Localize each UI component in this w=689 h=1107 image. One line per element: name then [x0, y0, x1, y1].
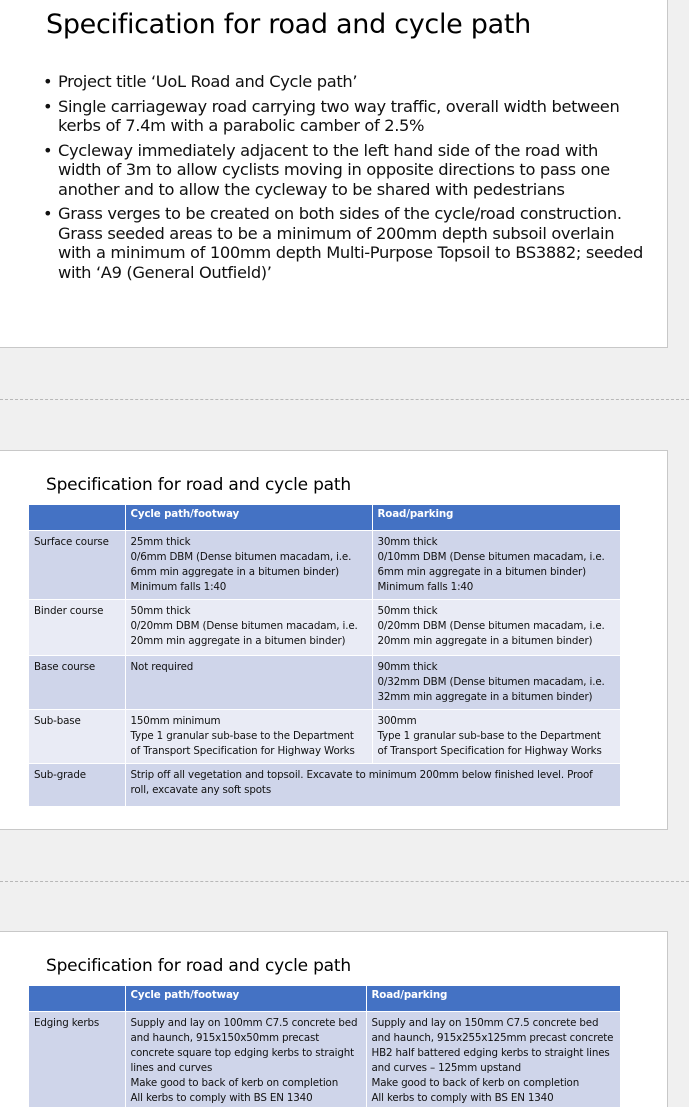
cell-text-line: Not required [130, 660, 194, 673]
cell-text-line: All kerbs to comply with BS EN 1340 [371, 1091, 554, 1104]
cell-text-line: Minimum falls 1:40 [377, 580, 474, 593]
bullet-list [43, 72, 643, 287]
header-cell-road: Road/parking [366, 986, 621, 1011]
cell-text-line: Type 1 granular sub-base to the Department [377, 729, 601, 742]
table-row [29, 763, 621, 806]
cell-text-line: 32mm min aggregate in a bitumen binder) [377, 690, 593, 703]
cycle-cell [125, 709, 372, 763]
header-cell-cycle: Cycle path/footway [125, 505, 372, 530]
cell-text-line: 30mm thick [377, 535, 438, 548]
slide-2[interactable] [0, 450, 668, 830]
cell-text-line: concrete square top edging kerbs to straight [130, 1046, 354, 1059]
cell-text-line: 6mm min aggregate in a bitumen binder) [377, 565, 587, 578]
cycle-cell [125, 655, 372, 709]
cell-text-line: roll, excavate any soft spots [130, 783, 272, 796]
bullet-item: • Project title ‘UoL Road and Cycle path’ [43, 72, 643, 92]
cell-text-line: 50mm thick [377, 604, 438, 617]
cell-text-line: Strip off all vegetation and topsoil. Excavate to minimum 200mm below finished level. Proof [130, 768, 593, 781]
cell-text-line: and curves – 125mm upstand [371, 1061, 521, 1074]
cell-text-line: Make good to back of kerb on completion [371, 1076, 580, 1089]
bullet-item: • Grass verges to be created on both sides of the cycle/road construction. Grass seeded areas to be a minimum of 200mm depth subsoil overlain with a minimum of 100mm depth Multi-Purpose Topsoil to BS3882; seeded with ‘A9 (General Outfield)’ [43, 204, 643, 282]
table-row [29, 599, 621, 655]
cell-text-line: and haunch, 915x255x125mm precast concrete [371, 1031, 614, 1044]
road-cell [372, 709, 621, 763]
row-label: Binder course [29, 599, 125, 655]
spec-table [29, 505, 621, 806]
spec-table [29, 986, 621, 1107]
cell-text-line: 300mm [377, 714, 417, 727]
cell-text-line: HB2 half battered edging kerbs to straight lines [371, 1046, 610, 1059]
cell-text-line: 90mm thick [377, 660, 438, 673]
table-row [29, 709, 621, 763]
merged-cell [125, 763, 621, 806]
row-label: Base course [29, 655, 125, 709]
row-label: Sub-base [29, 709, 125, 763]
cell-text-line: 25mm thick [130, 535, 191, 548]
header-cell-empty [29, 505, 125, 530]
cell-text-line: Supply and lay on 150mm C7.5 concrete bed [371, 1016, 599, 1029]
cell-text-line: All kerbs to comply with BS EN 1340 [130, 1091, 313, 1104]
cell-text-line: of Transport Specification for Highway Works [130, 744, 355, 757]
header-cell-cycle: Cycle path/footway [125, 986, 366, 1011]
cell-text-line: Minimum falls 1:40 [130, 580, 227, 593]
header-cell-empty [29, 986, 125, 1011]
cell-text-line: 0/20mm DBM (Dense bitumen macadam, i.e. [130, 619, 358, 632]
cycle-cell [125, 530, 372, 599]
cell-text-line: Make good to back of kerb on completion [130, 1076, 339, 1089]
slide-separator [0, 399, 689, 400]
road-cell [372, 530, 621, 599]
cell-text-line: Type 1 granular sub-base to the Department [130, 729, 354, 742]
cycle-cell [125, 599, 372, 655]
cell-text-line: 50mm thick [130, 604, 191, 617]
cell-text-line: lines and curves [130, 1061, 213, 1074]
row-label: Surface course [29, 530, 125, 599]
cell-text-line: of Transport Specification for Highway Works [377, 744, 602, 757]
table-row [29, 1011, 621, 1107]
cell-text-line: Supply and lay on 100mm C7.5 concrete bed [130, 1016, 358, 1029]
slide-title: Specification for road and cycle path [46, 475, 351, 495]
cell-text-line: 0/6mm DBM (Dense bitumen macadam, i.e. [130, 550, 352, 563]
cell-text-line: 0/20mm DBM (Dense bitumen macadam, i.e. [377, 619, 605, 632]
cell-text-line: and haunch, 915x150x50mm precast [130, 1031, 320, 1044]
table-row [29, 530, 621, 599]
cell-text-line: 0/10mm DBM (Dense bitumen macadam, i.e. [377, 550, 605, 563]
cell-text-line: 6mm min aggregate in a bitumen binder) [130, 565, 340, 578]
slide-1[interactable] [0, 0, 668, 348]
row-label: Sub-grade [29, 763, 125, 806]
road-cell [366, 1011, 621, 1107]
cell-text-line: 20mm min aggregate in a bitumen binder) [377, 634, 593, 647]
road-cell [372, 599, 621, 655]
slide-separator [0, 881, 689, 882]
header-cell-road: Road/parking [372, 505, 621, 530]
road-cell [372, 655, 621, 709]
bullet-item: • Single carriageway road carrying two way traffic, overall width between kerbs of 7.4m with a parabolic camber of 2.5% [43, 97, 643, 136]
cell-text-line: 20mm min aggregate in a bitumen binder) [130, 634, 346, 647]
slide-3[interactable] [0, 931, 668, 1107]
cell-text-line: 0/32mm DBM (Dense bitumen macadam, i.e. [377, 675, 605, 688]
slide-title: Specification for road and cycle path [46, 9, 531, 40]
cell-text-line: 150mm minimum [130, 714, 221, 727]
row-label: Edging kerbs [29, 1011, 125, 1107]
cycle-cell [125, 1011, 366, 1107]
slide-title: Specification for road and cycle path [46, 956, 351, 976]
table-header-row [29, 505, 621, 530]
table-header-row [29, 986, 621, 1011]
table-row [29, 655, 621, 709]
bullet-item: • Cycleway immediately adjacent to the left hand side of the road with width of 3m to allow cyclists moving in opposite directions to pass one another and to allow the cycleway to be shared with pedestrians [43, 141, 643, 200]
